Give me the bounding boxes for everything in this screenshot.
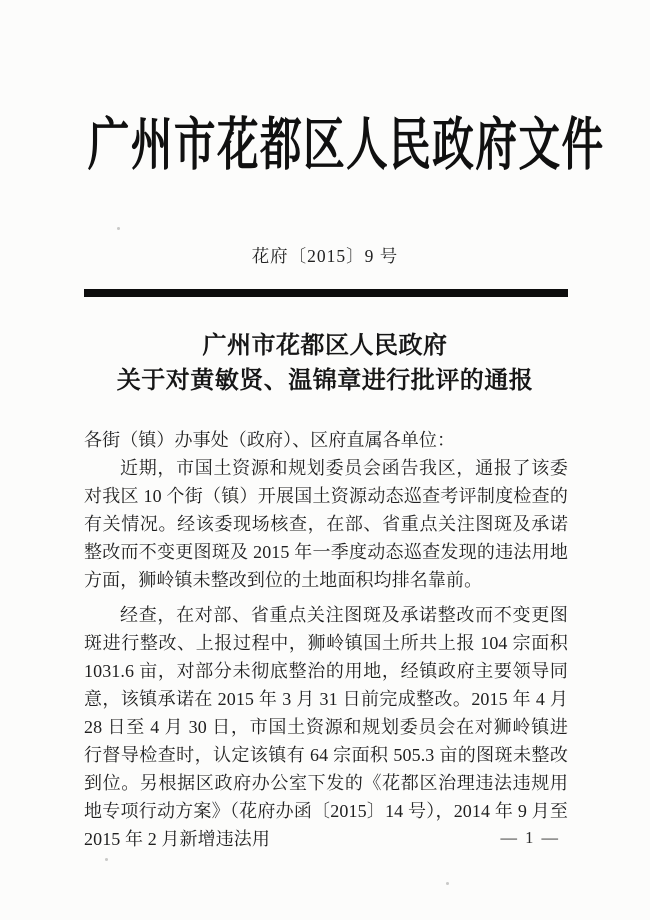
document-title-line1: 广州市花都区人民政府 bbox=[202, 333, 448, 359]
header-divider-rule bbox=[84, 289, 568, 297]
scan-speckle bbox=[117, 227, 120, 230]
document-title bbox=[0, 329, 650, 399]
document-number: 花府〔2015〕9 号 bbox=[251, 246, 399, 266]
body-paragraph-1: 近期，市国土资源和规划委员会函告我区，通报了该委对我区 10 个街（镇）开展国土资源动态巡查考评制度检查的有关情况。经该委现场核查，在部、省重点关注图斑及承诺整改而不变更图斑及 2015 年一季度动态巡查发现的违法用地方面，狮岭镇未整改到位的土地面积均排名靠前。 bbox=[84, 458, 568, 590]
page-number: — 1 — bbox=[500, 828, 560, 847]
document-body bbox=[84, 426, 568, 853]
body-paragraph-2: 经查，在对部、省重点关注图斑及承诺整改而不变更图斑进行整改、上报过程中，狮岭镇国土所共上报 104 宗面积 1031.6 亩，对部分未彻底整治的用地，经镇政府主要领导同意，该镇承诺在 2015 年 3 月 31 日前完成整改。2015 年 4 月 28 日至 4 月 30 日，市国土资源和规划委员会在对狮岭镇进行督导检查时，认定该镇有 64 宗面积 505.3 亩的图斑未整改到位。另根据区政府办公室下发的《花都区治理违法违规用地专项行动方案》（花府办函〔2015〕14 号），2014 年 9 月至 2015 年 2 月新增违法用 bbox=[84, 605, 568, 849]
scan-speckle bbox=[105, 858, 108, 861]
scan-speckle bbox=[446, 882, 449, 885]
document-title-line2: 关于对黄敏贤、温锦章进行批评的通报 bbox=[116, 368, 534, 394]
salutation-line: 各街（镇）办事处（政府）、区府直属各单位： bbox=[84, 430, 456, 450]
document-header-title: 广州市花都区人民政府文件 bbox=[87, 114, 605, 177]
